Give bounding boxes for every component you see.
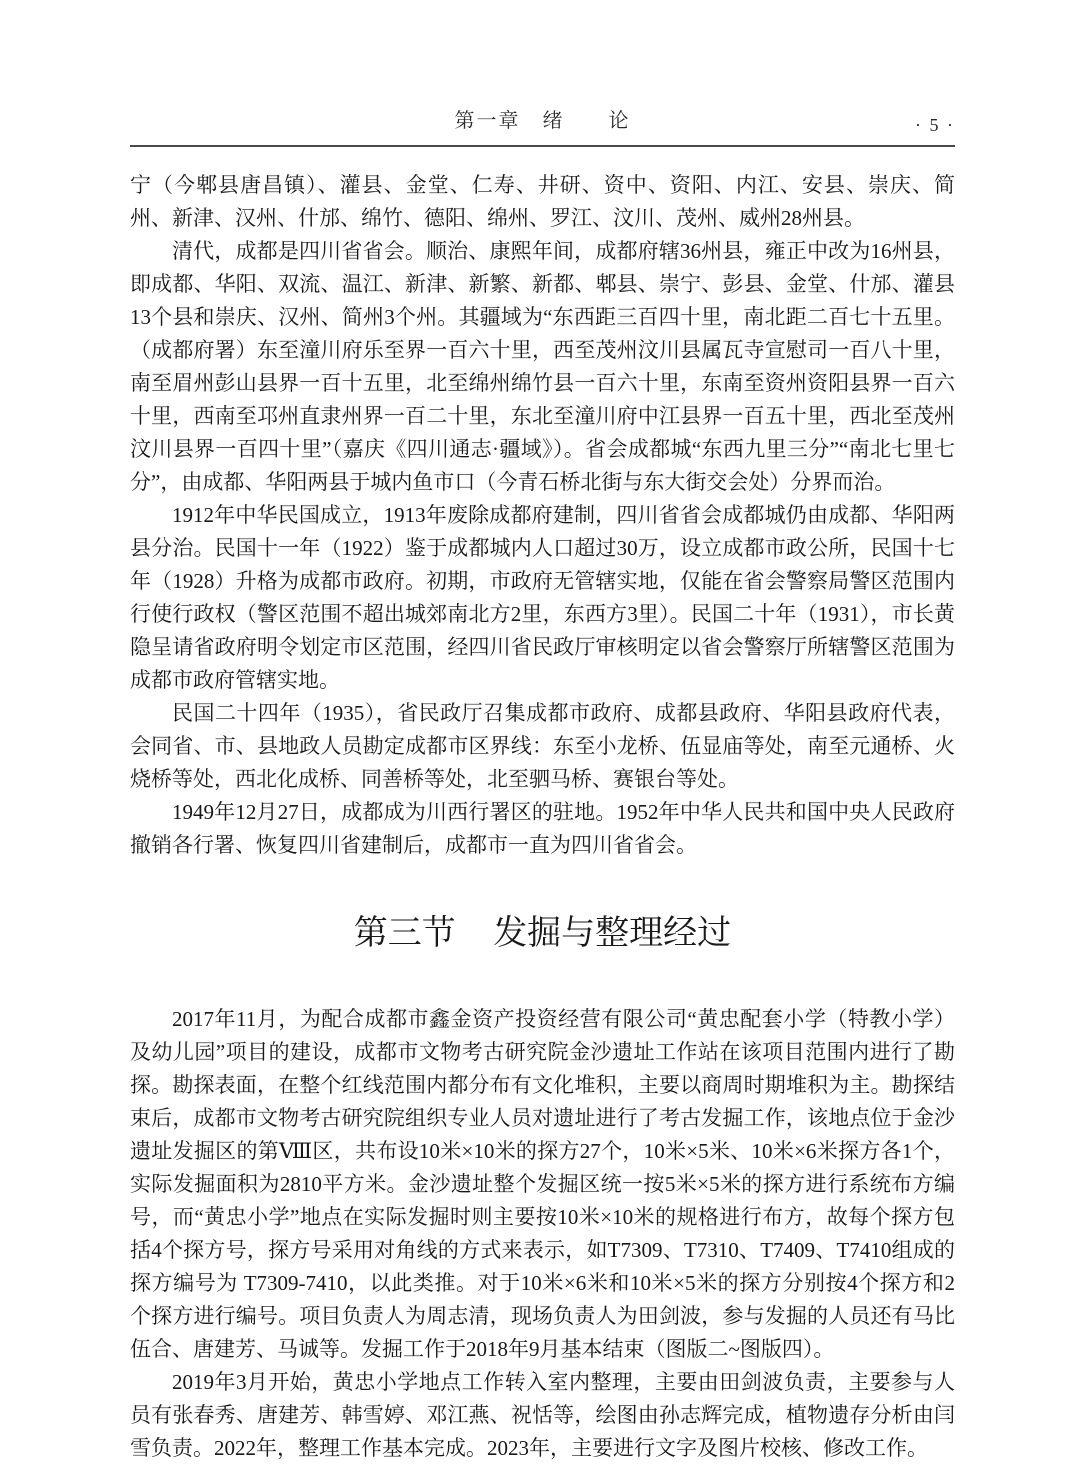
paragraph-1949-capital: 1949年12月27日，成都成为川西行署区的驻地。1952年中华人民共和国中央人民政府撤销各行署、恢复四川省建制后，成都市一直为四川省省会。 (130, 800, 955, 857)
paragraph-1935-boundary: 民国二十四年（1935），省民政厅召集成都市政府、成都县政府、华阳县政府代表，会同省、市、县地政人员勘定成都市区界线：东至小龙桥、伍显庙等处，南至元通桥、火烧桥等处，西北化成桥、同善桥等处，北至驷马桥、赛银台等处。 (130, 701, 955, 791)
paragraph-republic-era: 1912年中华民国成立，1913年废除成都府建制，四川省省会成都城仍由成都、华阳两县分治。民国十一年（1922）鉴于成都城内人口超过30万，设立成都市政公所，民国十七年（1928）升格为成都市政府。初期，市政府无管辖实地，仅能在省会警察局警区范围内行使行政权（警区范围不超出城郊南北方2里，东西方3里）。民国二十年（1931），市长黄隐呈请省政府明令划定市区范围，经四川省民政厅审核明定以省会警察厅所辖警区范围为成都市政府管辖实地。 (130, 503, 955, 692)
header-rule-divider (130, 145, 955, 147)
page-number: · 5 · (915, 115, 955, 135)
paragraph-qing-dynasty: 清代，成都是四川省省会。顺治、康熙年间，成都府辖36州县，雍正中改为16州县，即成都、华阳、双流、温江、新津、新繁、新都、郫县、崇宁、彭县、金堂、什邡、灌县13个县和崇庆、汉州、简州3个州。其疆域为“东西距三百四十里，南北距二百七十五里。（成都府署）东至潼川府乐至界一百六十里，西至茂州汶川县属瓦寺宣慰司一百八十里，南至眉州彭山县界一百十五里，北至绵州绵竹县一百六十里，东南至资州资阳县界一百六十里，西南至邛州直隶州界一百二十里，东北至潼川府中江县界一百五十里，西北至茂州汶川县界一百四十里”（嘉庆《四川通志·疆域》）。省会成都城“东西九里三分”“南北七里七分”，由成都、华阳两县于城内鱼市口（今青石桥北街与东大街交会处）分界而治。 (130, 239, 955, 494)
section-title: 发掘与整理经过 (493, 915, 732, 952)
section-heading (130, 914, 955, 955)
chapter-title: 第一章 绪 论 (454, 110, 631, 132)
section-number: 第三节 (353, 915, 456, 952)
paragraph-counties-continuation: 宁（今郫县唐昌镇）、灌县、金堂、仁寿、井研、资中、资阳、内江、安县、崇庆、简州、新津、汉州、什邡、绵竹、德阳、绵州、罗江、汶川、茂州、威州28州县。 (130, 173, 955, 230)
page-body (130, 169, 955, 1465)
paragraph-2017-survey: 2017年11月，为配合成都市鑫金资产投资经营有限公司“黄忠配套小学（特教小学）及幼儿园”项目的建设，成都市文物考古研究院金沙遗址工作站在该项目范围内进行了勘探。勘探表面，在整个红线范围内都分布有文化堆积，主要以商周时期堆积为主。勘探结束后，成都市文物考古研究院组织专业人员对遗址进行了考古发掘工作，该地点位于金沙遗址发掘区的第Ⅷ区，共布设10米×10米的探方27个，10米×5米、10米×6米探方各1个，实际发掘面积为2810平方米。金沙遗址整个发掘区统一按5米×5米的探方进行系统布方编号，而“黄忠小学”地点在实际发掘时则主要按10米×10米的规格进行布方，故每个探方包括4个探方号，探方号采用对角线的方式来表示，如T7309、T7310、T7409、T7410组成的探方编号为 T7309-7410，以此类推。对于10米×6米和10米×5米的探方分别按4个探方和2个探方进行编号。项目负责人为周志清，现场负责人为田剑波，参与发掘的人员还有马比伍合、唐建芳、马诚等。发掘工作于2018年9月基本结束（图版二~图版四）。 (130, 1006, 955, 1361)
running-header (130, 0, 955, 138)
paragraph-2019-lab-work: 2019年3月开始，黄忠小学地点工作转入室内整理，主要由田剑波负责，主要参与人员有张春秀、唐建芳、韩雪婷、邓江燕、祝恬等，绘图由孙志辉完成，植物遗存分析由闫雪负责。2022年，整理工作基本完成。2023年，主要进行文字及图片校核、修改工作。 (130, 1369, 955, 1460)
